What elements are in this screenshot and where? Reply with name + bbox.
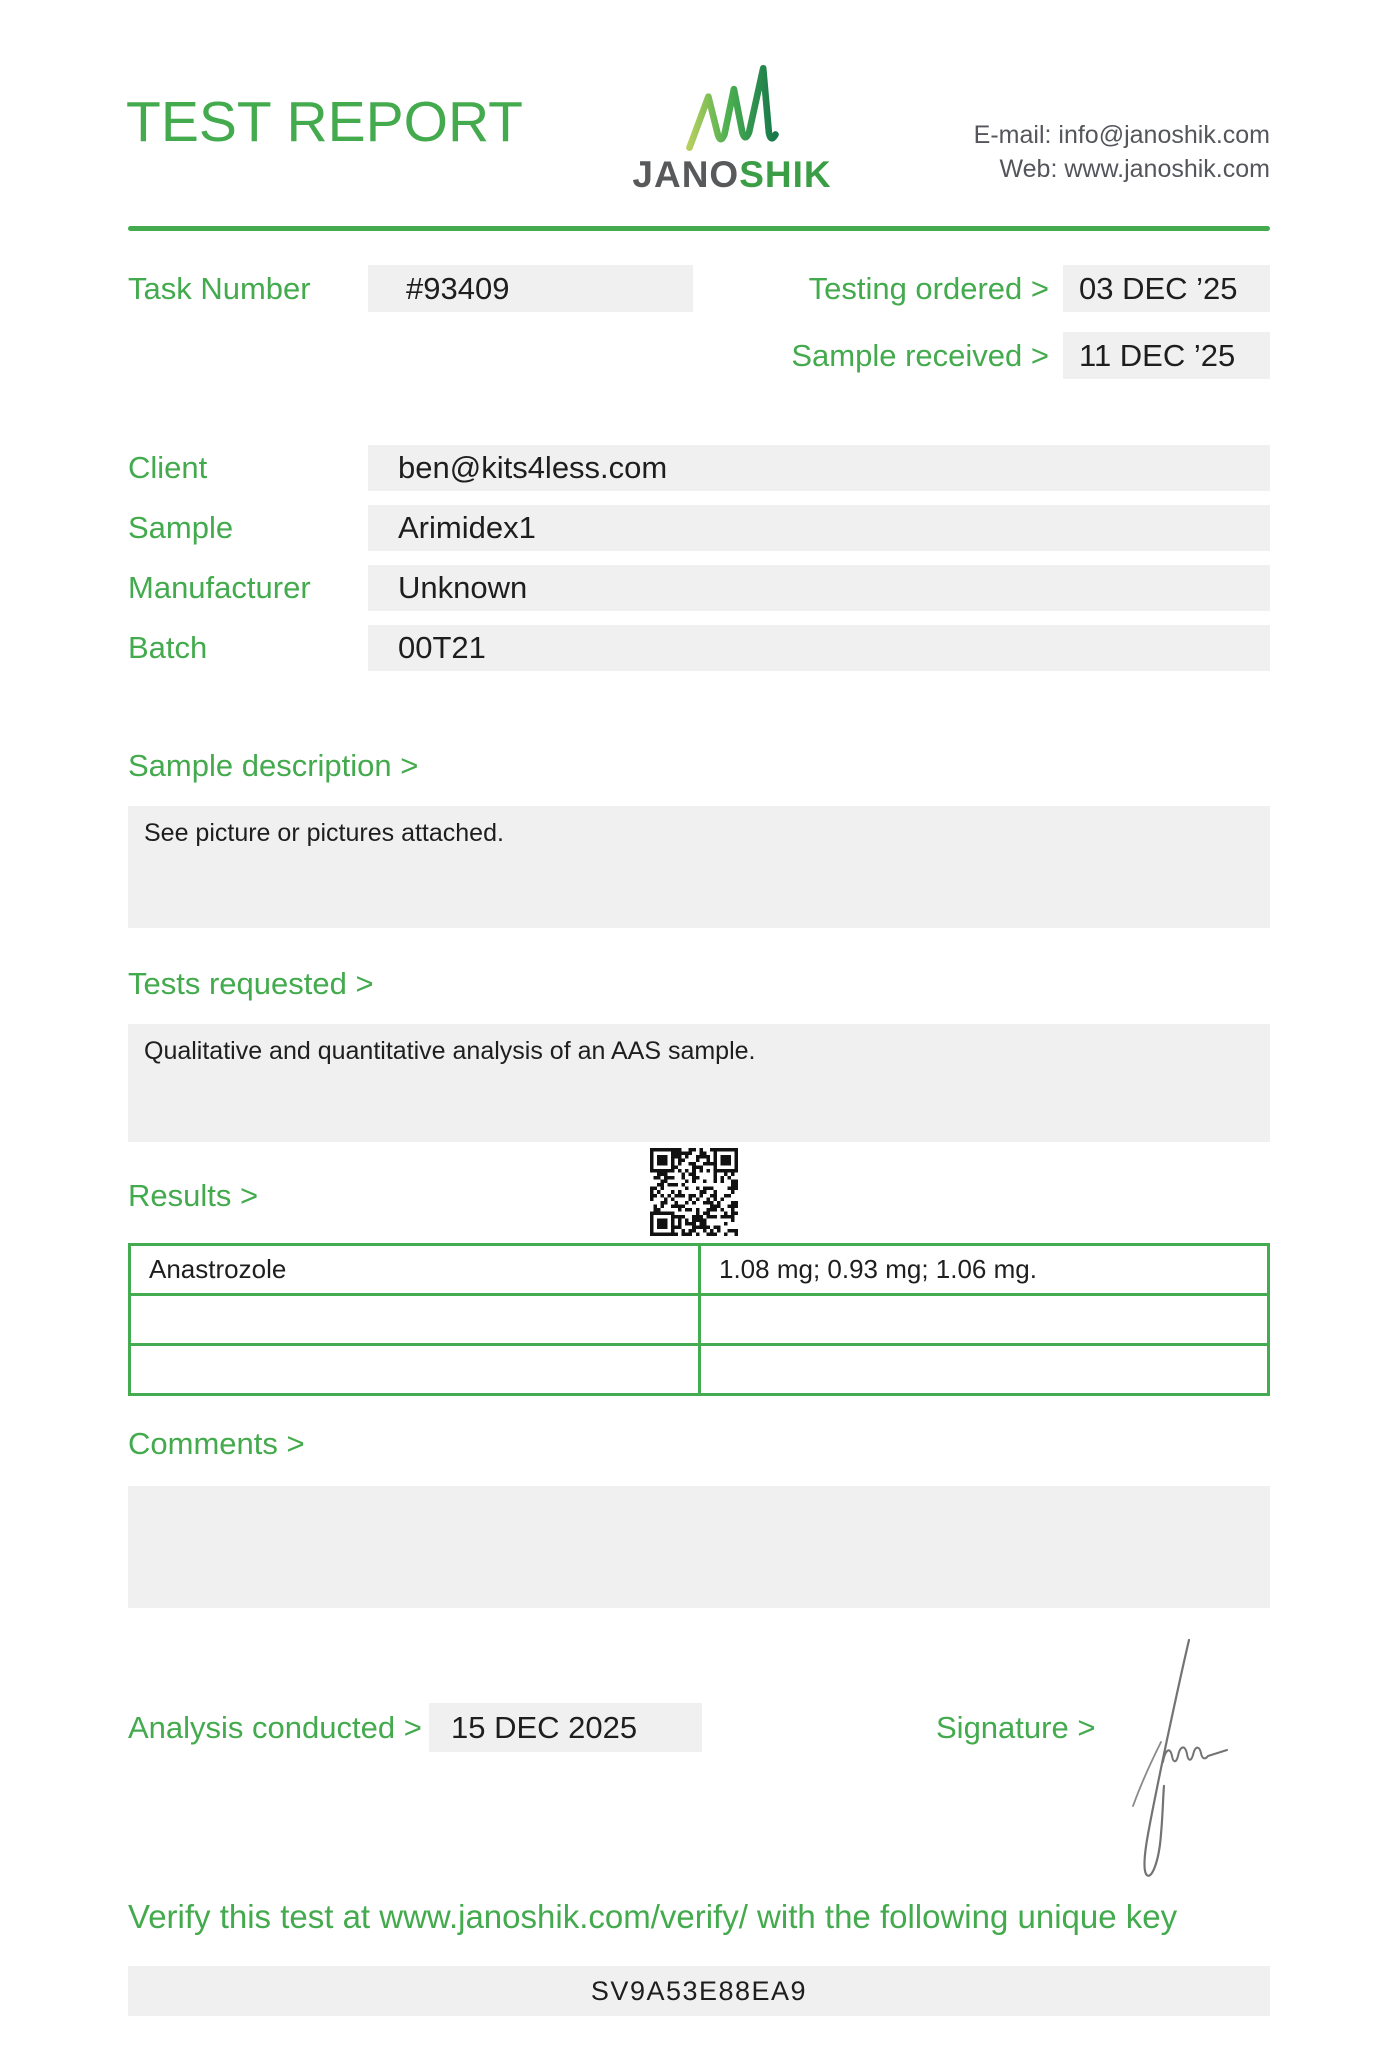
sample-value: Arimidex1 — [368, 505, 1270, 551]
client-label: Client — [128, 450, 208, 485]
sample-description-heading: Sample description > — [128, 748, 419, 783]
verify-key: SV9A53E88EA9 — [128, 1966, 1270, 2016]
sample-received-row — [791, 332, 1270, 379]
manufacturer-label: Manufacturer — [128, 570, 311, 605]
analysis-conducted-label: Analysis conducted > — [128, 1710, 422, 1745]
logo-text-jano: JANO — [632, 154, 740, 195]
sample-received-value: 11 DEC ’25 — [1063, 332, 1270, 379]
result-value-cell: 1.08 mg; 0.93 mg; 1.06 mg. — [700, 1245, 1269, 1295]
logo-text-shik: SHIK — [739, 154, 832, 195]
table-row — [130, 1245, 1269, 1295]
page-title: TEST REPORT — [126, 90, 523, 154]
results-table — [128, 1243, 1270, 1396]
header-divider — [128, 226, 1270, 231]
email-label: E-mail: — [973, 121, 1052, 149]
signature-label: Signature > — [936, 1710, 1096, 1745]
contact-email-line — [974, 118, 1270, 152]
result-analyte-cell — [130, 1345, 700, 1395]
result-analyte-cell: Anastrozole — [130, 1245, 700, 1295]
comments-box — [128, 1486, 1270, 1608]
task-number-value: #93409 — [368, 265, 693, 312]
web-value: www.janoshik.com — [1064, 155, 1270, 183]
results-heading: Results > — [128, 1178, 259, 1213]
web-label: Web: — [999, 155, 1058, 183]
janoshik-logo — [608, 60, 856, 196]
email-value: info@janoshik.com — [1058, 121, 1270, 149]
qr-code — [650, 1148, 738, 1236]
sample-received-label: Sample received > — [791, 338, 1049, 373]
verify-instruction: Verify this test at www.janoshik.com/verify/ with the following unique key — [128, 1898, 1178, 1935]
tests-requested-box: Qualitative and quantitative analysis of an AAS sample. — [128, 1024, 1270, 1142]
analysis-conducted-value: 15 DEC 2025 — [429, 1703, 702, 1752]
chart-peaks-icon — [608, 60, 856, 156]
result-value-cell — [700, 1295, 1269, 1345]
sample-label: Sample — [128, 510, 234, 545]
table-row — [130, 1345, 1269, 1395]
comments-heading: Comments > — [128, 1426, 305, 1461]
manufacturer-value: Unknown — [368, 565, 1270, 611]
logo-wordmark — [608, 154, 856, 196]
tests-requested-heading: Tests requested > — [128, 966, 374, 1001]
testing-ordered-value: 03 DEC ’25 — [1063, 265, 1270, 312]
signature-scribble — [1115, 1628, 1235, 1896]
task-number-label: Task Number — [128, 271, 311, 306]
batch-label: Batch — [128, 630, 208, 665]
table-row — [130, 1295, 1269, 1345]
result-analyte-cell — [130, 1295, 700, 1345]
contact-block — [974, 118, 1270, 186]
result-value-cell — [700, 1345, 1269, 1395]
testing-ordered-label: Testing ordered > — [808, 271, 1049, 306]
sample-description-box: See picture or pictures attached. — [128, 806, 1270, 928]
batch-value: 00T21 — [368, 625, 1270, 671]
contact-web-line — [974, 152, 1270, 186]
client-value: ben@kits4less.com — [368, 445, 1270, 491]
testing-ordered-row — [809, 265, 1270, 312]
